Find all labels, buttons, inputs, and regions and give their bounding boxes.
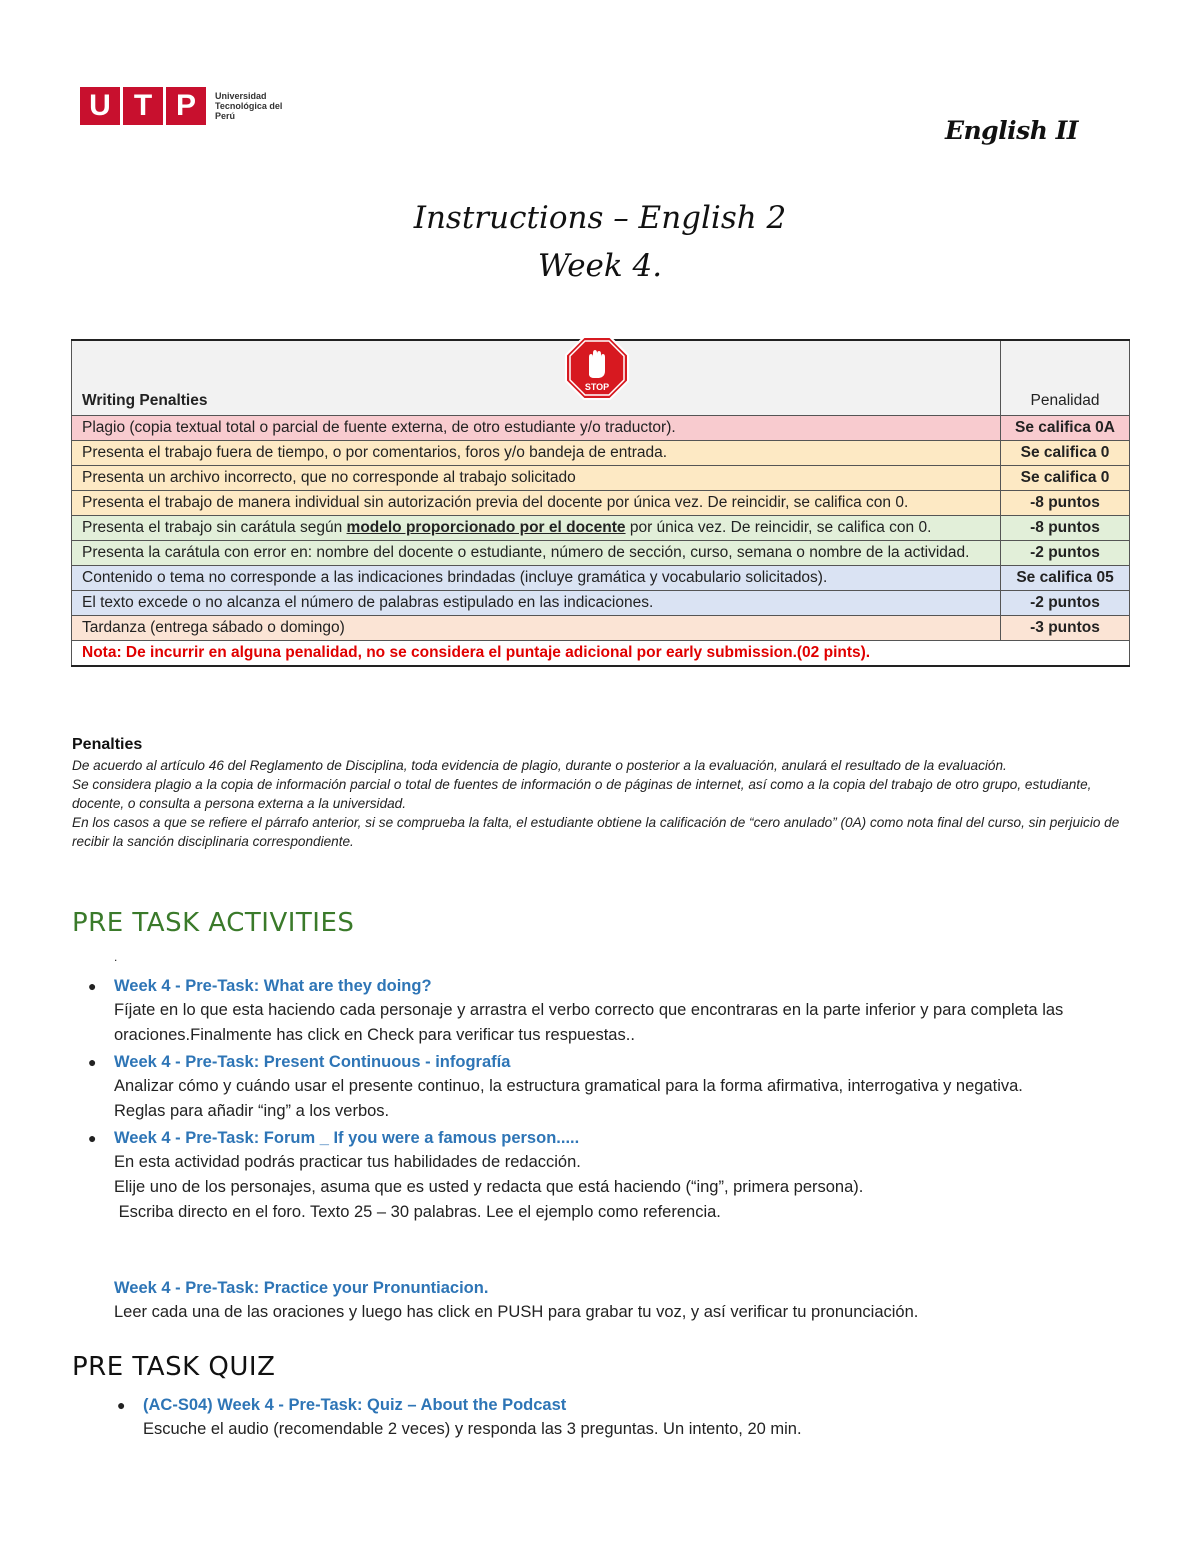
penalty-description: El texto excede o no alcanza el número de palabras estipulado en las indicaciones.	[72, 591, 1001, 616]
modelo-link-text: modelo proporcionado por el docente	[346, 519, 626, 536]
bullet-icon: ●	[117, 1397, 126, 1413]
quiz-description: Escuche el audio (recomendable 2 veces) y responda las 3 preguntas. Un intento, 20 min.	[143, 1420, 802, 1438]
table-row	[72, 516, 1130, 541]
penalty-value: -2 puntos	[1001, 591, 1130, 616]
pre-task-activities-title: PRE TASK ACTIVITIES	[72, 908, 355, 938]
logo-letter: P	[166, 87, 206, 125]
table-row	[72, 541, 1130, 566]
penalties-paragraph: En los casos a que se refiere el párrafo anterior, si se comprueba la falta, el estudiante obtiene la calificación de “cero anulado” (0A) como nota final del curso, sin perjuicio de recibir la sanción disciplinaria correspondiente.	[72, 815, 1120, 849]
bullet-icon: ●	[88, 1054, 97, 1070]
activity-heading: Week 4 - Pre-Task: Practice your Pronuntiacion.	[114, 1279, 489, 1297]
table-row	[72, 591, 1130, 616]
list-item	[88, 974, 1124, 1048]
table-row	[72, 616, 1130, 641]
list-item	[88, 1050, 1124, 1124]
table-row	[72, 491, 1130, 516]
activity-description: Fíjate en lo que esta haciendo cada personaje y arrastra el verbo correcto que encontraras en la parte inferior y para completa las oraciones.Finalmente has click en Check para verificar tus respuestas..	[114, 1001, 1064, 1044]
penalty-description: Tardanza (entrega sábado o domingo)	[72, 616, 1001, 641]
penalty-value: -8 puntos	[1001, 516, 1130, 541]
activity-description: Leer cada una de las oraciones y luego has click en PUSH para grabar tu voz, y así verificar tu pronunciación.	[114, 1303, 919, 1321]
penalty-value: Se califica 05	[1001, 566, 1130, 591]
activity-description: En esta actividad podrás practicar tus habilidades de redacción.	[114, 1153, 581, 1171]
activity-description: Escriba directo en el foro. Texto 25 – 30 palabras. Lee el ejemplo como referencia.	[114, 1203, 721, 1221]
course-header: English II	[944, 116, 1078, 145]
stop-sign-text: STOP	[584, 382, 610, 392]
penalty-description: Presenta un archivo incorrecto, que no corresponde al trabajo solicitado	[72, 466, 1001, 491]
penalties-paragraph: De acuerdo al artículo 46 del Reglamento de Disciplina, toda evidencia de plagio, durante o posterior a la evaluación, anulará el resultado de la evaluación.	[72, 758, 1007, 773]
activity-heading: Week 4 - Pre-Task: Present Continuous - infografía	[114, 1053, 511, 1071]
list-item	[117, 1393, 1153, 1442]
penalty-description: Presenta la carátula con error en: nombre del docente o estudiante, número de sección, curso, semana o nombre de la actividad.	[72, 541, 1001, 566]
penalties-paragraph: Se considera plagio a la copia de información parcial o total de fuentes de información o de páginas de internet, así como a la copia del trabajo de otro grupo, estudiante, docente, o consulta a persona externa a la universidad.	[72, 777, 1092, 811]
activity-heading: Week 4 - Pre-Task: Forum _ If you were a famous person.....	[114, 1129, 580, 1147]
penalty-value: Se califica 0	[1001, 466, 1130, 491]
penalty-value: Se califica 0A	[1001, 416, 1130, 441]
penalty-value: -8 puntos	[1001, 491, 1130, 516]
penalty-description: Presenta el trabajo fuera de tiempo, o por comentarios, foros y/o bandeja de entrada.	[72, 441, 1001, 466]
table-row	[72, 466, 1130, 491]
penalty-value: -2 puntos	[1001, 541, 1130, 566]
penalty-description: Presenta el trabajo de manera individual sin autorización previa del docente por única vez. De reincidir, se califica con 0.	[72, 491, 1001, 516]
table-note-row	[72, 641, 1130, 667]
penalidad-label: Penalidad	[1001, 340, 1130, 416]
penalty-description: Contenido o tema no corresponde a las indicaciones brindadas (incluye gramática y vocabulario solicitados).	[72, 566, 1001, 591]
list-item	[114, 1276, 1124, 1325]
penalty-description: Plagio (copia textual total o parcial de fuente externa, de otro estudiante y/o traductor).	[72, 416, 1001, 441]
stray-dot: .	[114, 950, 118, 964]
activity-heading: Week 4 - Pre-Task: What are they doing?	[114, 977, 432, 995]
penalties-section	[72, 736, 1132, 851]
logo-text: Universidad Tecnológica del Perú	[215, 91, 283, 121]
penalty-text-after: por única vez. De reincidir, se califica con 0.	[625, 519, 932, 536]
pre-task-quiz-title: PRE TASK QUIZ	[72, 1352, 276, 1382]
activity-description: Analizar cómo y cuándo usar el presente continuo, la estructura gramatical para la forma afirmativa, interrogativa y negativa.	[114, 1077, 1023, 1095]
penalty-table	[71, 339, 1130, 667]
table-row	[72, 416, 1130, 441]
penalty-value: Se califica 0	[1001, 441, 1130, 466]
penalty-text-before: Presenta el trabajo sin carátula según	[82, 519, 347, 536]
table-row	[72, 566, 1130, 591]
bullet-icon: ●	[88, 1130, 97, 1146]
penalty-description	[72, 516, 1001, 541]
penalty-note: Nota: De incurrir en alguna penalidad, no se considera el puntaje adicional por early submission.(02 pints).	[72, 641, 1130, 667]
page-subtitle: Week 4.	[537, 248, 663, 284]
page-title: Instructions – English 2	[413, 200, 787, 236]
list-item	[88, 1126, 1124, 1225]
penalty-value: -3 puntos	[1001, 616, 1130, 641]
table-row	[72, 441, 1130, 466]
penalties-title: Penalties	[72, 736, 143, 753]
activity-description: Reglas para añadir “ing” a los verbos.	[114, 1102, 390, 1120]
logo-letter: T	[123, 87, 163, 125]
logo-letter: U	[80, 87, 120, 125]
utp-logo	[80, 86, 285, 126]
stop-sign-icon	[564, 335, 630, 401]
bullet-icon: ●	[88, 978, 97, 994]
penalty-table-header	[72, 340, 1130, 416]
writing-penalties-label: Writing Penalties	[82, 392, 208, 409]
activity-description: Elije uno de los personajes, asuma que es usted y redacta que está haciendo (“ing”, primera persona).	[114, 1178, 864, 1196]
quiz-heading: (AC-S04) Week 4 - Pre-Task: Quiz – About the Podcast	[143, 1396, 567, 1414]
